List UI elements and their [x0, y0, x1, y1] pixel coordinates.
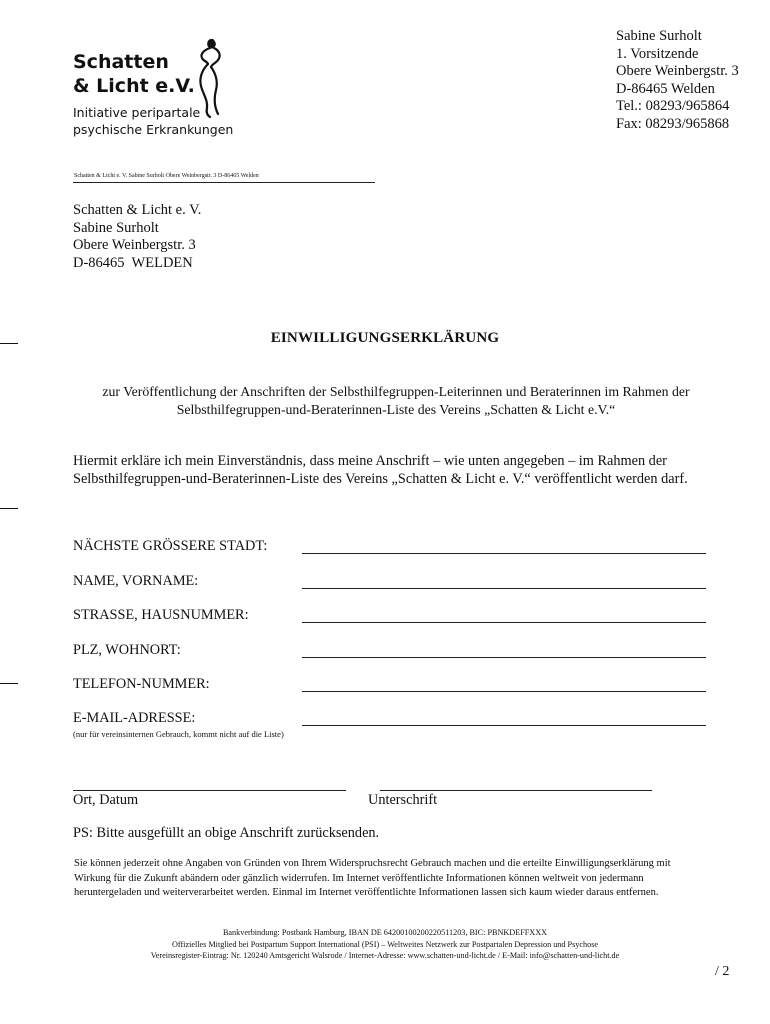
name-input-line[interactable]: [302, 588, 706, 589]
recipient-line: D-86465 WELDEN: [73, 254, 193, 271]
place-date-input-line[interactable]: [73, 790, 346, 791]
footer-membership-line: Offizielles Mitglied bei Postpartum Support International (PSI) – Weltweites Netzwerk zur Postpartalen Depression und Psychose: [171, 939, 599, 949]
recipient-line: Sabine Surholt: [73, 219, 159, 236]
footer: [0, 927, 770, 962]
field-label-email: E-MAIL-ADRESSE:: [73, 710, 196, 726]
street-input-line[interactable]: [302, 622, 706, 623]
recipient-address: [73, 202, 201, 272]
footer-registry-line: Vereinsregister-Eintrag: Nr. 120240 Amtsgericht Walsrode / Internet-Adresse: www.schatten-und-licht.de / E-Mail: info@schatten-und-licht.de: [150, 951, 620, 960]
consent-statement: Hiermit erkläre ich mein Einverständnis, dass meine Anschrift – wie unten angegeben – im Rahmen der Selbsthilfegruppen-und-Beraterinnen-Liste des Vereins „Schatten & Licht e. V.“ veröffentlicht werden darf.: [73, 453, 688, 487]
woman-silhouette-logo-icon: [190, 34, 230, 120]
field-label-city: NÄCHSTE GRÖSSERE STADT:: [73, 538, 268, 554]
sender-line: D-86465 Welden: [616, 80, 715, 97]
return-address: Schatten & Licht e. V. Sabine Surholt Obere Weinbergstr. 3 D-86465 Welden: [74, 173, 259, 179]
logo-title: [73, 50, 195, 98]
footer-bank-line: Bankverbindung: Postbank Hamburg, IBAN DE 64200100200220511203, BIC: PBNKDEFFXXX: [222, 928, 548, 937]
place-date-label: Ort, Datum: [73, 792, 139, 808]
city-input-line[interactable]: [302, 553, 706, 554]
email-input-line[interactable]: [302, 725, 706, 726]
logo-title-line1: Schatten: [73, 51, 169, 73]
postscript: PS: Bitte ausgefüllt an obige Anschrift zurücksenden.: [73, 825, 380, 841]
sender-line: 1. Vorsitzende: [616, 45, 699, 62]
field-label-phone: TELEFON-NUMMER:: [73, 676, 210, 692]
page-number: / 2: [715, 964, 730, 979]
document-title: EINWILLIGUNGSERKLÄRUNG: [270, 330, 500, 346]
email-note: (nur für vereinsinternen Gebrauch, kommt nicht auf die Liste): [73, 729, 284, 739]
fold-mark: [0, 683, 18, 684]
sender-address: [616, 28, 739, 133]
sender-line: Sabine Surholt: [616, 28, 702, 44]
sender-line: Fax: 08293/965868: [616, 115, 730, 132]
return-address-rule: [73, 182, 375, 183]
field-label-zip-city: PLZ, WOHNORT:: [73, 642, 181, 658]
fold-mark: [0, 508, 18, 509]
logo-subtitle-line1: Initiative peripartale: [73, 105, 201, 120]
recipient-line: Schatten & Licht e. V.: [73, 202, 202, 218]
logo-subtitle-line2: psychische Erkrankungen: [73, 122, 234, 137]
withdrawal-notice: Sie können jederzeit ohne Angaben von Gründen von Ihrem Widerspruchsrecht Gebrauch machen und die erteilte Einwilligungserklärung mit Wirkung für die Zukunft abändern oder gänzlich widerrufen. Im Internet veröffentlichte Informationen können weltweit von jedermann heruntergeladen und weiterverarbeitet werden. Einmal im Internet veröffentlichte Informationen lassen sich kaum wieder daraus entfernen.: [74, 858, 671, 898]
field-label-street: STRASSE, HAUSNUMMER:: [73, 607, 249, 623]
recipient-line: Obere Weinbergstr. 3: [73, 237, 196, 253]
zip-city-input-line[interactable]: [302, 657, 706, 658]
field-label-name: NAME, VORNAME:: [73, 573, 199, 589]
signature-label: Unterschrift: [368, 792, 438, 808]
logo-title-line2: & Licht e.V.: [73, 75, 195, 97]
document-subtitle: zur Veröffentlichung der Anschriften der Selbsthilfegruppen-Leiterinnen und Beraterinnen im Rahmen der Selbsthilfegruppen-und-Beraterinnen-Liste des Vereins „Schatten & Licht e.V.“: [102, 384, 690, 417]
phone-input-line[interactable]: [302, 691, 706, 692]
signature-input-line[interactable]: [380, 790, 652, 791]
sender-line: Tel.: 08293/965864: [616, 98, 730, 114]
sender-line: Obere Weinbergstr. 3: [616, 63, 739, 79]
